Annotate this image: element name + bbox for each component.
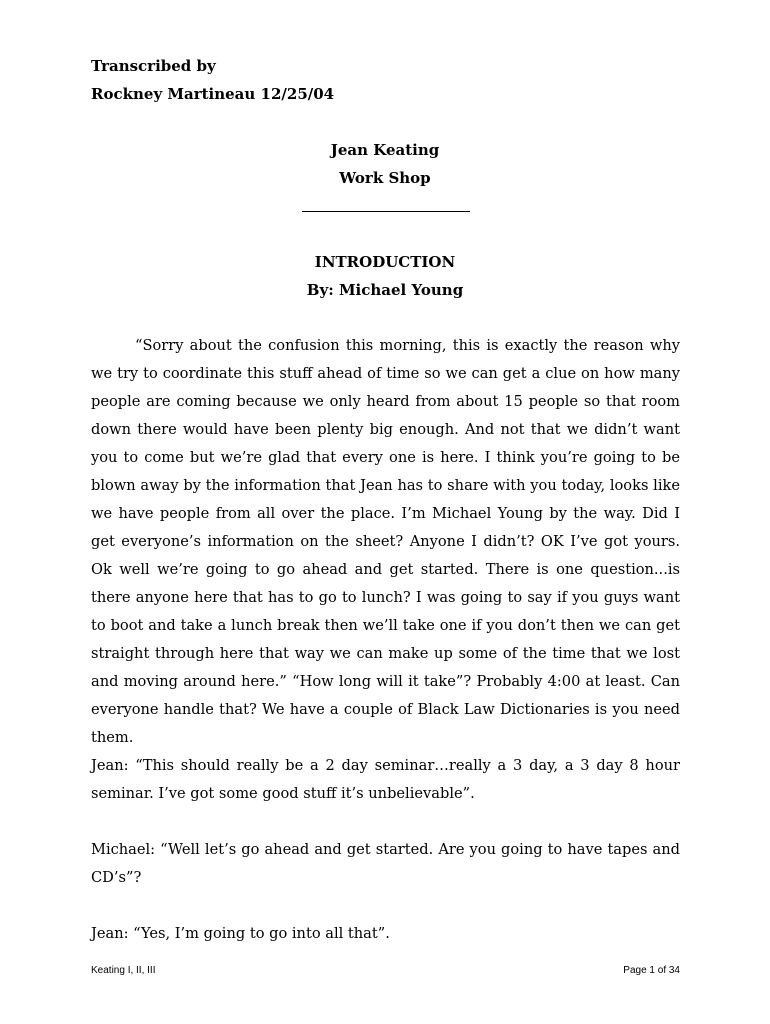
transcriber-label: Transcribed by [91, 57, 216, 75]
paragraph-jean-1: Jean: “This should really be a 2 day seminar…really a 3 day, a 3 day 8 hour seminar. I’ve got some good stuff it’s unbelievable”. [91, 757, 680, 802]
footer-page-number: Page 1 of 34 [623, 965, 680, 976]
paragraph-introduction: “Sorry about the confusion this morning, this is exactly the reason why we try to coordinate this stuff ahead of time so we can get a clue on how many people are coming because we only heard from about 15 people so that room down there would have been plenty big enough. And not that we didn’t want you to come but we’re glad that every one is here. I think you’re going to be blown away by the information that Jean has to share with you today, looks like we have people from all over the place. I’m Michael Young by the way. Did I get everyone’s information on the sheet? Anyone I didn’t? OK I’ve got yours. Ok well we’re going to go ahead and get started. There is one question...is there anyone here that has to go to lunch? I was going to say if you guys want to boot and take a lunch break then we’ll take one if you don’t then we can get straight through here that way we can make up some of the time that we lost and moving around here.” “How long will it take”? Probably 4:00 at least. Can everyone handle that? We have a couple of Black Law Dictionaries is you need them. [91, 337, 680, 746]
paragraph-michael-1: Michael: “Well let’s go ahead and get started. Are you going to have tapes and CD’s”? [91, 841, 680, 886]
title-divider [302, 211, 470, 212]
document-title: Jean Keating [330, 141, 440, 159]
transcriber-name-date: Rockney Martineau 12/25/04 [91, 85, 335, 103]
document-subtitle: Work Shop [339, 169, 431, 187]
footer-document-name: Keating I, II, III [91, 965, 156, 976]
paragraph-jean-2: Jean: “Yes, I’m going to go into all that”. [91, 925, 390, 942]
section-heading: INTRODUCTION [314, 253, 456, 271]
section-byline: By: Michael Young [306, 281, 464, 299]
